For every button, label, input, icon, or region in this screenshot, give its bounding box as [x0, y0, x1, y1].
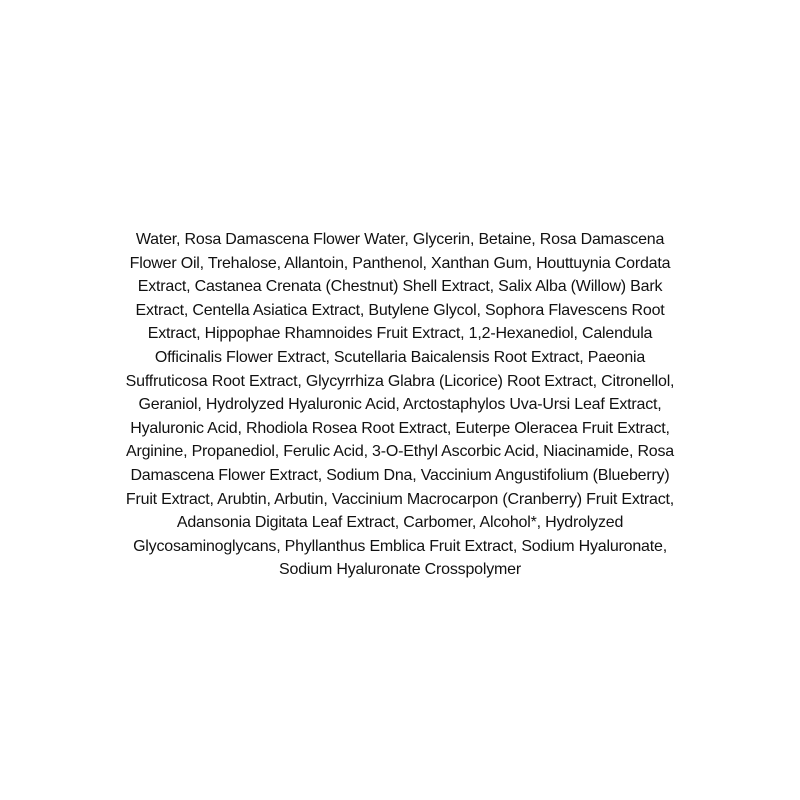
ingredients-line: Damascena Flower Extract, Sodium Dna, Vaccinium Angustifolium (Blueberry) [130, 466, 670, 484]
ingredients-line: Glycosaminoglycans, Phyllanthus Emblica Fruit Extract, Sodium Hyaluronate, [133, 537, 667, 555]
ingredients-line: Adansonia Digitata Leaf Extract, Carbomer, Alcohol*, Hydrolyzed [176, 514, 624, 532]
ingredients-line: Officinalis Flower Extract, Scutellaria Baicalensis Root Extract, Paeonia [154, 348, 646, 366]
ingredients-line: Arginine, Propanediol, Ferulic Acid, 3-O-Ethyl Ascorbic Acid, Niacinamide, Rosa [125, 443, 674, 461]
ingredients-line: Fruit Extract, Arubtin, Arbutin, Vaccinium Macrocarpon (Cranberry) Fruit Extract, [125, 490, 675, 508]
ingredients-line: Hyaluronic Acid, Rhodiola Rosea Root Extract, Euterpe Oleracea Fruit Extract, [130, 419, 670, 437]
ingredients-line: Flower Oil, Trehalose, Allantoin, Panthenol, Xanthan Gum, Houttuynia Cordata [129, 254, 671, 272]
ingredients-line: Geraniol, Hydrolyzed Hyaluronic Acid, Arctostaphylos Uva-Ursi Leaf Extract, [138, 396, 662, 414]
ingredients-line: Water, Rosa Damascena Flower Water, Glycerin, Betaine, Rosa Damascena [135, 231, 665, 248]
ingredients-line: Suffruticosa Root Extract, Glycyrrhiza Glabra (Licorice) Root Extract, Citronellol, [125, 372, 675, 390]
ingredients-list [95, 228, 705, 582]
ingredients-line: Extract, Castanea Crenata (Chestnut) Shell Extract, Salix Alba (Willow) Bark [137, 278, 663, 296]
ingredients-line: Extract, Hippophae Rhamnoides Fruit Extract, 1,2-Hexanediol, Calendula [147, 325, 653, 343]
ingredients-line: Sodium Hyaluronate Crosspolymer [279, 561, 521, 579]
ingredients-line: Extract, Centella Asiatica Extract, Butylene Glycol, Sophora Flavescens Root [135, 301, 665, 319]
